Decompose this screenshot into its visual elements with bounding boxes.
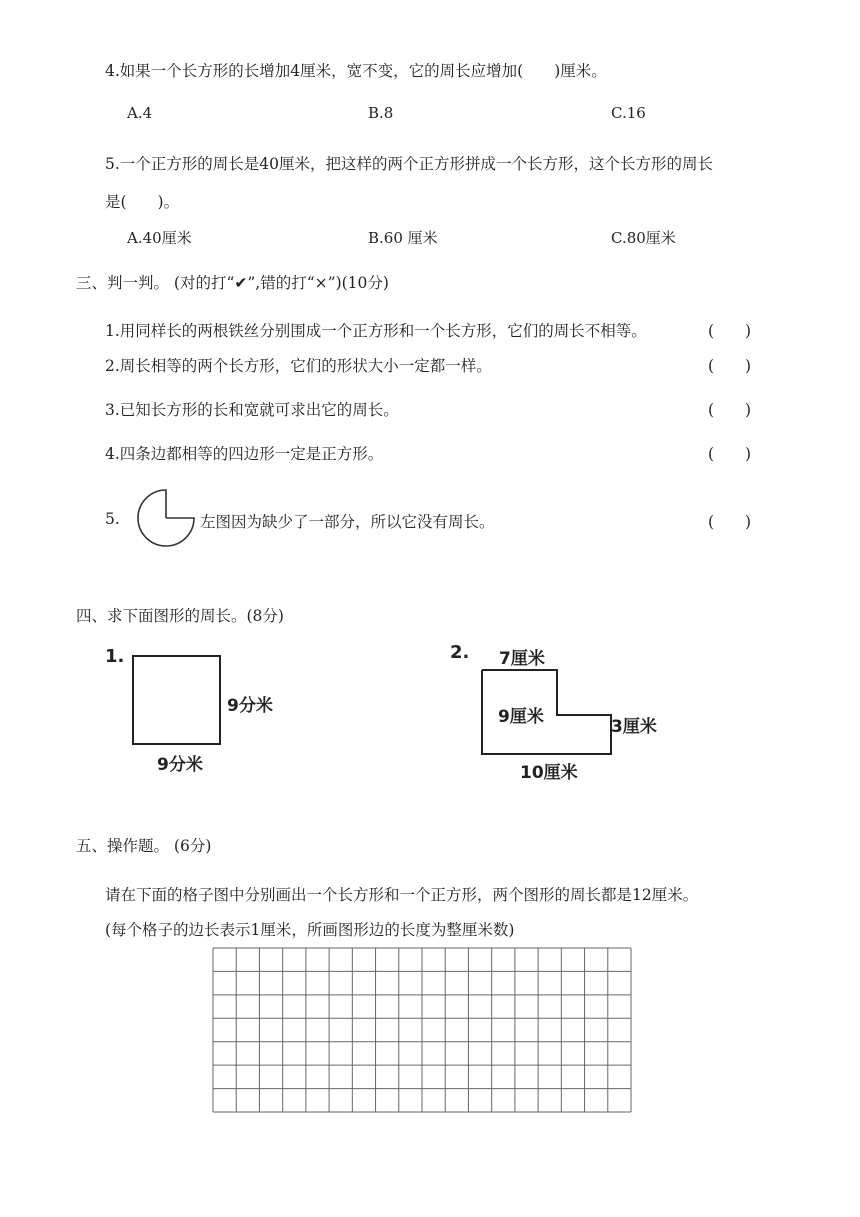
- grid-paper[interactable]: [212, 947, 632, 1113]
- square-bottom-label: 9分米: [157, 755, 203, 775]
- top-side-label: 7厘米: [499, 649, 545, 669]
- answer-paren-3[interactable]: ( ): [708, 401, 752, 419]
- bottom-side-label: 10厘米: [520, 763, 578, 783]
- question-5-line1: 5.一个正方形的周长是40厘米，把这样的两个正方形拼成一个长方形，这个长方形的周长: [105, 155, 714, 173]
- judge-item-1: 1.用同样长的两根铁丝分别围成一个正方形和一个长方形，它们的周长不相等。: [105, 322, 647, 340]
- answer-paren-2[interactable]: ( ): [708, 357, 752, 375]
- judge-item-2: 2.周长相等的两个长方形，它们的形状大小一定都一样。: [105, 357, 492, 375]
- section-5-note: (每个格子的边长表示1厘米，所画图形边的长度为整厘米数): [105, 921, 515, 939]
- section-5-instruction: 请在下面的格子图中分别画出一个长方形和一个正方形，两个图形的周长都是12厘米。: [105, 886, 699, 904]
- q4-option-a: A.4: [127, 104, 153, 122]
- square-figure: [95, 640, 295, 780]
- q5-option-c: C.80厘米: [611, 229, 676, 247]
- section-5-title: 五、操作题。 (6分): [76, 837, 212, 855]
- section-3-title: 三、判一判。 (对的打“✔”,错的打“×”)(10分): [76, 274, 389, 292]
- q5-option-a: A.40厘米: [127, 229, 192, 247]
- right-side-label: 3厘米: [611, 717, 657, 737]
- square-right-label: 9分米: [227, 696, 273, 716]
- judge-item-5: 左图因为缺少了一部分，所以它没有周长。: [200, 513, 495, 531]
- section-4-title: 四、求下面图形的周长。(8分): [76, 607, 284, 625]
- question-4: 4.如果一个长方形的长增加4厘米，宽不变，它的周长应增加( )厘米。: [105, 62, 607, 80]
- judge-item-5-number: 5.: [105, 510, 120, 528]
- answer-paren-4[interactable]: ( ): [708, 445, 752, 463]
- answer-paren-1[interactable]: ( ): [708, 322, 752, 340]
- figure-1-number: 1.: [105, 646, 125, 667]
- question-5-line2: 是( )。: [105, 193, 180, 211]
- answer-paren-5[interactable]: ( ): [708, 513, 752, 531]
- three-quarter-circle-figure: [135, 487, 197, 549]
- q5-option-b: B.60 厘米: [368, 229, 438, 247]
- q4-option-b: B.8: [368, 104, 394, 122]
- figure-2-number: 2.: [450, 642, 470, 663]
- judge-item-3: 3.已知长方形的长和宽就可求出它的周长。: [105, 401, 399, 419]
- q4-option-c: C.16: [611, 104, 646, 122]
- l-shape-figure: [440, 636, 680, 796]
- judge-item-4: 4.四条边都相等的四边形一定是正方形。: [105, 445, 384, 463]
- left-side-label: 9厘米: [498, 707, 544, 727]
